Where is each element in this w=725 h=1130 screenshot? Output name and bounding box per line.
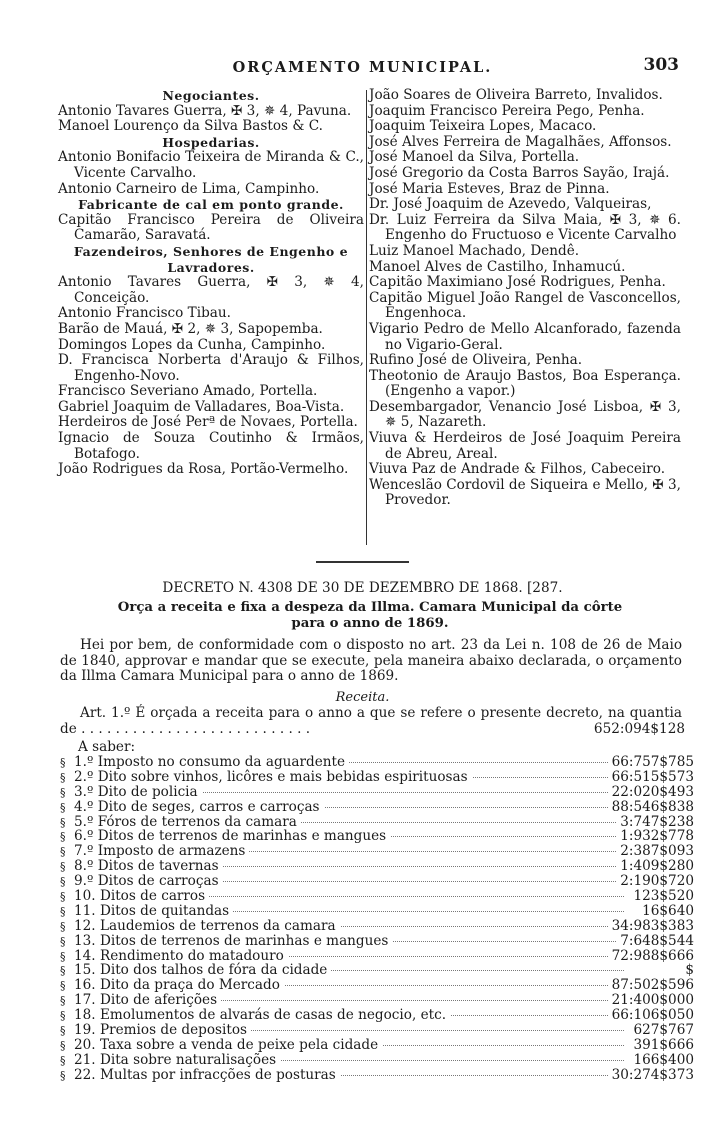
item-text: Dito dos talhos de fóra da cidade <box>99 962 328 979</box>
table-row <box>60 1038 694 1053</box>
item-amount: 627$767 <box>629 1023 694 1039</box>
item-number: 17. <box>74 992 96 1009</box>
table-row <box>60 1053 694 1068</box>
item-text: Taxa sobre a venda de peixe pela cidade <box>99 1036 379 1053</box>
section-mark-icon: § <box>60 1009 66 1023</box>
item-text: Rendimento do matadouro <box>99 947 284 964</box>
item-text: Dito de seges, carros e carroças <box>97 798 320 815</box>
section-mark-icon: § <box>60 770 66 784</box>
list-entry: D. Francisca Norberta d'Araujo & Filhos, Engenho-Novo. <box>58 352 364 384</box>
list-entry: João Soares de Oliveira Barreto, Invalidos. <box>369 87 663 103</box>
article-1-amount: 652:094$128 <box>593 721 685 737</box>
page-number: 303 <box>643 55 679 75</box>
item-number: 13. <box>74 932 96 949</box>
item-text: Imposto de armazens <box>97 843 246 860</box>
list-entry: Antonio Francisco Tibau. <box>58 305 231 322</box>
section-mark-icon: § <box>60 756 66 769</box>
item-number: 20. <box>74 1036 96 1053</box>
item-number: 6.º <box>74 828 94 845</box>
list-entry: Capitão Francisco Pereira de Oliveira Camarão, Saravatá. <box>58 211 364 244</box>
list-entry: Gabriel Joaquim de Valladares, Boa-Vista. <box>58 398 345 415</box>
item-amount: 72:988$666 <box>608 949 694 965</box>
list-entry: Capitão Maximiano José Rodrigues, Penha. <box>369 274 666 291</box>
item-amount: 16$640 <box>638 904 694 920</box>
section-mark-icon: § <box>60 1038 66 1052</box>
section-mark-icon: § <box>60 860 66 874</box>
item-amount: 166$400 <box>629 1053 694 1069</box>
item-amount: 66:757$785 <box>608 755 694 771</box>
section-mark-icon: § <box>60 934 66 948</box>
list-entry: Desembargador, Venancio José Lisboa, ✠ 3, ✵ 5, Nazareth. <box>369 398 681 431</box>
section-mark-icon: § <box>60 1053 66 1067</box>
section-mark-icon: § <box>60 815 66 829</box>
section-mark-icon: § <box>60 785 66 799</box>
list-entry: Antonio Bonifacio Teixeira de Miranda & C., Vicente Carvalho. <box>58 149 364 181</box>
item-number: 9.º <box>74 873 94 890</box>
list-entry: Capitão Miguel João Rangel de Vasconcellos, Engenhoca. <box>369 289 681 322</box>
item-text: Dito de policia <box>97 783 198 800</box>
list-entry: José Alves Ferreira de Magalhães, Affonsos. <box>369 133 672 150</box>
item-number: 11. <box>74 902 96 919</box>
item-text: Dito da praça do Mercado <box>99 977 280 994</box>
section-mark-icon: § <box>60 979 66 993</box>
section-mark-icon: § <box>60 845 66 859</box>
list-entry: Ignacio de Souza Coutinho & Irmãos, Botafogo. <box>58 430 364 462</box>
right-column <box>369 88 681 509</box>
list-entry: Antonio Carneiro de Lima, Campinho. <box>58 180 320 197</box>
table-row <box>60 815 694 830</box>
item-text: Dito de aferições <box>99 992 218 1009</box>
table-row <box>60 859 694 874</box>
table-row <box>60 1023 694 1038</box>
section-mark-icon: § <box>60 1024 66 1038</box>
item-amount: 1:932$778 <box>616 829 694 845</box>
table-row <box>60 800 694 815</box>
item-amount: 88:546$838 <box>608 800 694 816</box>
decree-heading: DECRETO N. 4308 DE 30 DE DEZEMBRO DE 1868. [287. <box>162 580 563 596</box>
item-text: Dito sobre vinhos, licôres e mais bebidas espirituosas <box>97 768 468 785</box>
table-row <box>60 919 694 934</box>
item-text: Ditos de tavernas <box>97 858 219 875</box>
list-entry: Domingos Lopes da Cunha, Campinho. <box>58 336 326 353</box>
list-entry: Dr. José Joaquim de Azevedo, Valqueiras, <box>369 196 652 213</box>
column-divider <box>366 90 367 545</box>
table-row <box>60 844 694 859</box>
list-entry: Manoel Lourenço da Silva Bastos & C. <box>58 118 323 135</box>
table-row <box>60 770 694 785</box>
item-text: Dita sobre naturalisações <box>99 1051 277 1068</box>
item-amount: 66:515$573 <box>608 770 694 786</box>
item-amount: 30:274$373 <box>608 1068 694 1084</box>
item-number: 5.º <box>74 813 94 830</box>
receita-label: Receita. <box>335 690 390 705</box>
item-number: 14. <box>74 947 96 964</box>
table-row <box>60 785 694 800</box>
section-separator <box>316 561 409 563</box>
item-amount: $ <box>681 963 694 979</box>
item-number: 19. <box>74 1022 96 1039</box>
table-row <box>60 755 694 770</box>
list-entry: Herdeiros de José Perª de Novaes, Portella. <box>58 414 358 431</box>
item-text: Ditos de terrenos de marinhas e mangues <box>97 828 387 845</box>
list-entry: Viuva & Herdeiros de José Joaquim Pereira de Abreu, Areal. <box>369 430 681 462</box>
section-mark-icon: § <box>60 800 66 814</box>
item-text: Emolumentos de alvarás de casas de negocio, etc. <box>99 1007 447 1024</box>
left-column <box>58 88 364 478</box>
item-text: Ditos de carroças <box>97 873 219 890</box>
list-entry: Wenceslão Cordovil de Siqueira e Mello, ✠ 3, Provedor. <box>369 476 681 509</box>
list-entry: José Manoel da Silva, Portella. <box>369 149 580 166</box>
item-amount: 7:648$544 <box>616 934 694 950</box>
item-amount: 3:747$238 <box>616 815 694 831</box>
item-amount: 87:502$596 <box>608 978 694 994</box>
item-amount: 66:106$050 <box>608 1008 694 1024</box>
item-amount: 21:400$000 <box>608 993 694 1009</box>
table-row <box>60 934 694 949</box>
page-header-title: ORÇAMENTO MUNICIPAL. <box>232 59 493 76</box>
list-entry: Vigario Pedro de Mello Alcanforado, fazenda no Vigario-Geral. <box>369 320 681 353</box>
item-number: 21. <box>74 1051 96 1068</box>
item-number: 15. <box>74 962 96 979</box>
section-heading: Fabricante de cal em ponto grande. <box>78 197 344 213</box>
list-entry: João Rodrigues da Rosa, Portão-Vermelho. <box>58 461 349 478</box>
section-mark-icon: § <box>60 919 66 933</box>
a-saber-label: A saber: <box>78 739 136 755</box>
item-amount: 1:409$280 <box>616 859 694 875</box>
list-entry: Viuva Paz de Andrade & Filhos, Cabeceiro. <box>369 461 666 478</box>
item-text: Premios de depositos <box>99 1022 248 1039</box>
section-mark-icon: § <box>60 830 66 844</box>
item-number: 16. <box>74 977 96 994</box>
table-row <box>60 1008 694 1023</box>
item-text: Ditos de carros <box>99 888 206 905</box>
list-entry: Manoel Alves de Castilho, Inhamucú. <box>369 258 626 275</box>
article-1-text: Art. 1.º É orçada a receita para o anno a que se refere o presente decreto, na quantia de . . . . . . . . . . . . . . . . . . . . . . . . . . . <box>60 705 682 737</box>
item-label <box>74 1068 340 1084</box>
decree-subtitle-line-2: para o anno de 1869. <box>291 616 449 631</box>
list-entry: Barão de Mauá, ✠ 2, ✵ 3, Sapopemba. <box>58 320 323 337</box>
item-number: 8.º <box>74 858 94 875</box>
section-mark-icon: § <box>60 890 66 904</box>
item-amount: 34:983$383 <box>608 919 694 935</box>
table-row <box>60 978 694 993</box>
section-heading: Negociantes. <box>162 88 260 103</box>
item-text: Ditos de terrenos de marinhas e mangues <box>99 932 389 949</box>
list-entry: Theotonio de Araujo Bastos, Boa Esperança. (Engenho a vapor.) <box>369 367 681 400</box>
list-entry: Antonio Tavares Guerra, ✠ 3, ✵ 4, Pavuna. <box>58 102 352 119</box>
list-entry: José Maria Esteves, Braz de Pinna. <box>369 180 610 197</box>
item-number: 2.º <box>74 768 94 785</box>
item-number: 4.º <box>74 798 94 815</box>
list-entry: Joaquim Teixeira Lopes, Macaco. <box>369 118 597 135</box>
table-row <box>60 993 694 1008</box>
table-row <box>60 963 694 978</box>
table-row <box>60 1068 694 1083</box>
list-entry: Francisco Severiano Amado, Portella. <box>58 383 318 400</box>
section-mark-icon: § <box>60 994 66 1008</box>
item-number: 22. <box>74 1066 96 1083</box>
table-row <box>60 874 694 889</box>
table-row <box>60 904 694 919</box>
item-number: 7.º <box>74 843 94 860</box>
item-text: Multas por infracções de posturas <box>99 1066 336 1083</box>
section-mark-icon: § <box>60 904 66 918</box>
section-mark-icon: § <box>60 964 66 978</box>
item-text: Imposto no consumo da aguardente <box>97 754 346 770</box>
section-mark-icon: § <box>60 1068 66 1082</box>
item-amount: 123$520 <box>629 889 694 905</box>
table-row <box>60 829 694 844</box>
item-amount: 22:020$493 <box>608 785 694 801</box>
section-mark-icon: § <box>60 949 66 963</box>
item-number: 12. <box>74 917 96 934</box>
list-entry: Luiz Manoel Machado, Dendê. <box>369 242 580 259</box>
list-entry: Antonio Tavares Guerra, ✠ 3, ✵ 4, Conceição. <box>58 274 364 306</box>
item-text: Laudemios de terrenos da camara <box>99 917 336 934</box>
section-mark-icon: § <box>60 875 66 889</box>
list-entry: Rufino José de Oliveira, Penha. <box>369 352 583 369</box>
item-number: 3.º <box>74 783 94 800</box>
section-heading: Fazendeiros, Senhores de Engenho e Lavradores. <box>73 243 349 275</box>
item-amount: 2:190$720 <box>616 874 694 890</box>
table-row <box>60 949 694 964</box>
item-text: Ditos de quitandas <box>99 902 230 919</box>
list-entry: Joaquim Francisco Pereira Pego, Penha. <box>369 102 645 119</box>
item-number: 10. <box>74 888 96 905</box>
list-entry: José Gregorio da Costa Barros Sayão, Irajá. <box>369 164 670 181</box>
decree-subtitle-line-1: Orça a receita e fixa a despeza da Illma. Camara Municipal da côrte <box>117 600 623 615</box>
item-number: 18. <box>74 1007 96 1024</box>
item-amount: 391$666 <box>629 1038 694 1054</box>
list-entry: Dr. Luiz Ferreira da Silva Maia, ✠ 3, ✵ 6. Engenho do Fructuoso e Vicente Carvalho <box>369 211 681 244</box>
item-amount: 2:387$093 <box>616 844 694 860</box>
decree-paragraph: Hei por bem, de conformidade com o disposto no art. 23 da Lei n. 108 de 26 de Maio de 1840, approvar e mandar que se execute, pela maneira abaixo declarada, o orçamento da Illma Camara Municipal para o anno de 1869. <box>60 637 682 685</box>
decree-subtitle <box>80 600 660 632</box>
table-row <box>60 889 694 904</box>
item-number: 1.º <box>74 754 94 770</box>
item-text: Fóros de terrenos da camara <box>97 813 297 830</box>
section-heading: Hospedarias. <box>162 134 260 150</box>
revenue-items-list <box>60 755 694 1083</box>
